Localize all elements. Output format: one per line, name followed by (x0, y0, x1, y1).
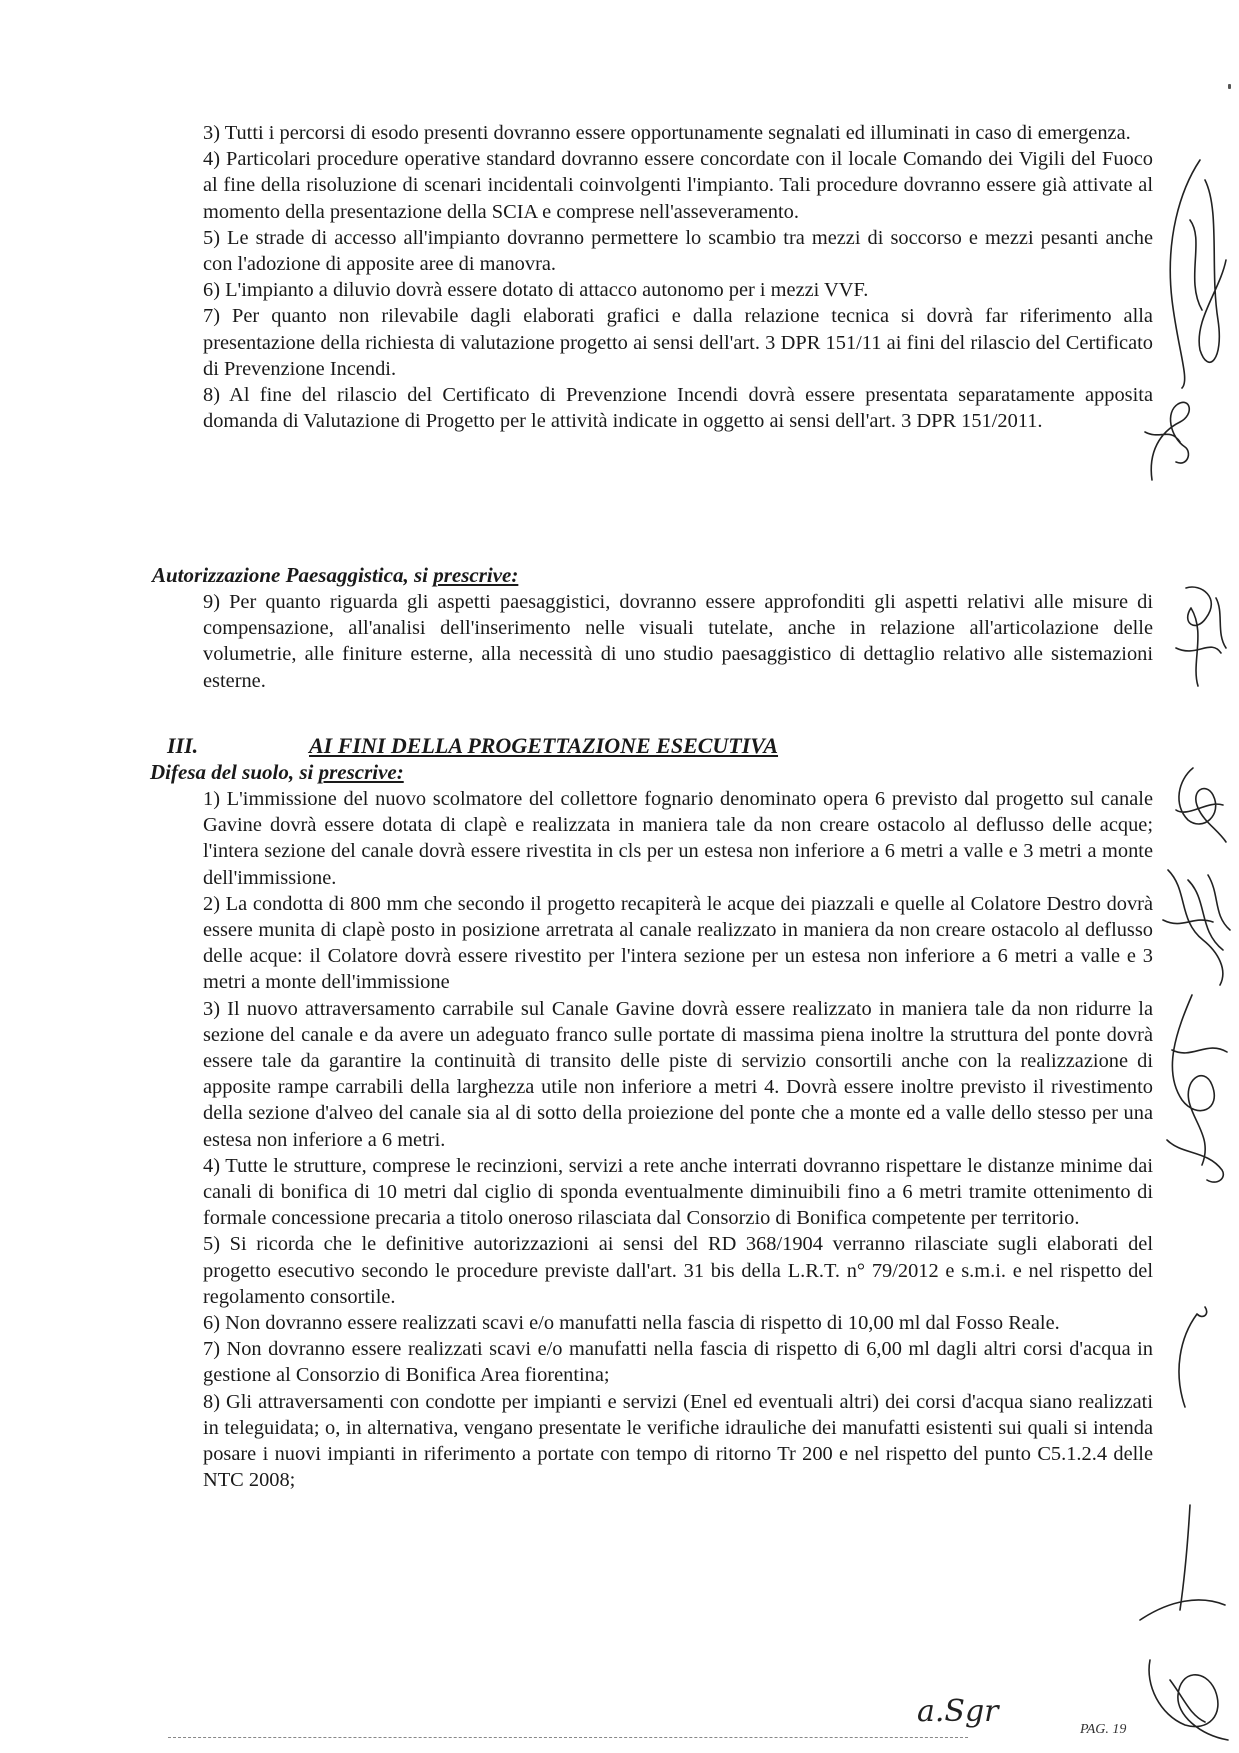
section-title (167, 733, 778, 759)
signature-margin-3 (1166, 578, 1236, 693)
signature-margin-2 (1140, 392, 1200, 487)
paragraph-item: 3) Tutti i percorsi di esodo presenti dovranno essere opportunamente segnalati ed illuminati in caso di emergenza. (203, 122, 1131, 144)
heading-label: Autorizzazione Paesaggistica, si (152, 563, 434, 587)
paragraph-item: 5) Si ricorda che le definitive autorizzazioni ai sensi del RD 368/1904 verranno rilasciate sugli elaborati del progetto esecutivo secondo le procedure previste dall'art. 31 bis della L.R.T. n° 79/2012 e s.m.i. e nel rispetto del regolamento consortile. (203, 1233, 1153, 1308)
paragraph-item: 4) Tutte le strutture, comprese le recinzioni, servizi a rete anche interrati dovranno rispettare le distanze minime dai canali di bonifica di 10 metri dal ciglio di sponda eventualmente diminuibili fino a 6 metri tramite ottenimento di formale concessione precaria a titolo oneroso rilasciata dal Consorzio di Bonifica competente per territorio. (203, 1154, 1153, 1230)
page-number: PAG. 19 (1080, 1722, 1127, 1737)
heading-paesaggistica (152, 562, 518, 588)
prescriptions-block-3 (203, 786, 1153, 1493)
paragraph-item: 4) Particolari procedure operative standard dovranno essere concordate con il locale Comando dei Vigili del Fuoco al fine della risoluzione di scenari incidentali coinvolgenti l'impianto. Tali procedure dovranno essere già attivate al momento della presentazione della SCIA e comprese nell'asseveramento. (203, 148, 1153, 223)
heading-underlined: prescrive: (318, 760, 404, 784)
signature-margin-1 (1160, 150, 1235, 390)
signature-margin-5 (1158, 860, 1238, 990)
heading-underlined: prescrive: (433, 563, 519, 587)
paragraph-item: 8) Gli attraversamenti con condotte per impianti e servizi (Enel ed eventuali altri) dei corsi d'acqua siano realizzati in teleguidata; o, in alternativa, vengano presentate le verifiche idrauliche dei manufatti esistenti sui quali si intenda posare i nuovi impianti in riferimento a portate con tempo di ritorno Tr 200 e nel rispetto del punto C5.1.2.4 delle NTC 2008; (203, 1390, 1153, 1492)
section-number: III. (167, 733, 199, 758)
section-title-text: AI FINI DELLA PROGETTAZIONE ESECUTIVA (309, 733, 779, 758)
prescriptions-block-1 (203, 120, 1153, 434)
footer-rule (168, 1737, 968, 1738)
paragraph-item: 5) Le strade di accesso all'impianto dovranno permettere lo scambio tra mezzi di soccorso e mezzi pesanti anche con l'adozione di apposite aree di manovra. (203, 226, 1153, 276)
prescriptions-block-2 (203, 589, 1153, 694)
paragraph-item: 1) L'immissione del nuovo scolmatore del collettore fognario denominato opera 6 previsto dal progetto sul canale Gavine dovrà essere dotata di clapè e realizzata in maniera tale da non creare ostacolo al deflusso delle acque; l'intera sezione del canale dovrà essere rivestita in cls per un estesa non inferiore a 6 metri a valle e 3 metri a monte dell'immissione. (203, 788, 1153, 889)
paragraph-item: 6) Non dovranno essere realizzati scavi e/o manufatti nella fascia di rispetto di 10,00 ml dal Fosso Reale. (203, 1312, 1060, 1335)
scan-artifact (1228, 84, 1231, 89)
signature-margin-8 (1130, 1500, 1235, 1745)
paragraph-item: 9) Per quanto riguarda gli aspetti paesaggistici, dovranno essere approfonditi gli aspetti relativi alle misure di compensazione, all'analisi dell'inserimento nelle visuali tutelate, anche in relazione all'articolazione delle volumetrie, alle finiture esterne, alla necessità di uno studio paesaggistico di dettaglio relativo alle sistemazioni esterne. (203, 591, 1153, 692)
heading-label: Difesa del suolo, si (150, 760, 319, 784)
signature-margin-4 (1168, 760, 1233, 850)
paragraph-item: 2) La condotta di 800 mm che secondo il progetto recapiterà le acque dei piazzali e quelle al Colatore Destro dovrà essere munita di clapè posto in posizione arretrata al canale realizzato in maniera da non creare ostacolo al deflusso delle acque: il Colatore dovrà essere rivestito per l'intera sezione per un estesa non inferiore a 6 metri a valle e 3 metri a monte dell'immissione (203, 892, 1153, 994)
heading-difesa-suolo (150, 759, 404, 785)
handwritten-initials: a.Sgr (917, 1694, 999, 1729)
paragraph-item: 8) Al fine del rilascio del Certificato di Prevenzione Incendi dovrà essere presentata separatamente apposita domanda di Valutazione di Progetto per le attività indicate in oggetto ai sensi dell'art. 3 DPR 151/2011. (203, 384, 1153, 433)
paragraph-item: 7) Per quanto non rilevabile dagli elaborati grafici e dalla relazione tecnica si dovrà far riferimento alla presentazione della richiesta di valutazione progetto ai sensi dell'art. 3 DPR 151/11 ai fini del rilascio del Certificato di Prevenzione Incendi. (203, 305, 1153, 380)
paragraph-item: 7) Non dovranno essere realizzati scavi e/o manufatti nella fascia di rispetto di 6,00 ml dagli altri corsi d'acqua in gestione al Consorzio di Bonifica Area fiorentina; (203, 1338, 1153, 1387)
signature-margin-6 (1152, 990, 1237, 1190)
paragraph-item: 6) L'impianto a diluvio dovrà essere dotato di attacco autonomo per i mezzi VVF. (203, 279, 869, 302)
signature-margin-7 (1165, 1302, 1220, 1412)
paragraph-item: 3) Il nuovo attraversamento carrabile sul Canale Gavine dovrà essere realizzato in maniera tale da non ridurre la sezione del canale e da avere un adeguato franco sulle portate di massima piena inoltre la struttura del ponte dovrà essere tale da garantire la continuità di transito delle piste di servizio consortili anche con la realizzazione di apposite rampe carrabili della larghezza utile non inferiore a metri 4. Dovrà essere inoltre previsto il rivestimento della sezione d'alveo del canale sia al di sotto della proiezione del ponte che a monte ed a valle dello stesso per una estesa non inferiore a 6 metri. (203, 997, 1153, 1151)
